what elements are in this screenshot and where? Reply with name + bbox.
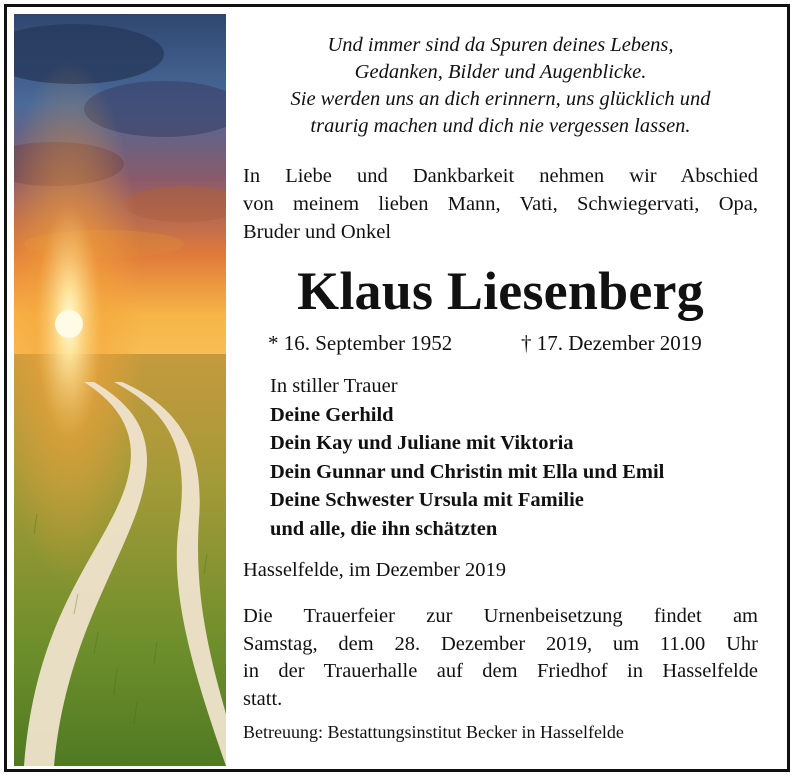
mourner-entry: und alle, die ihn schätzten xyxy=(270,517,498,540)
ceremony-line: statt. xyxy=(243,687,283,710)
funeral-home-credit: Betreuung: Bestattungsinstitut Becker in Hasselfelde xyxy=(243,722,624,742)
mourner-entry: Dein Kay und Juliane mit Viktoria xyxy=(270,432,574,454)
place-and-date: Hasselfelde, im Dezember 2019 xyxy=(243,559,506,581)
poem-line: traurig machen und dich nie vergessen lassen. xyxy=(310,115,691,137)
intro-line: In Liebe und Dankbarkeit nehmen wir Abschied xyxy=(243,165,758,187)
sunset-path-image xyxy=(14,14,226,766)
mourner-entry: Dein Gunnar und Christin mit Ella und Emil xyxy=(270,460,665,483)
ceremony-notice xyxy=(243,603,758,713)
ceremony-line: Die Trauerfeier zur Urnenbeisetzung findet am xyxy=(243,605,758,627)
poem-line: Sie werden uns an dich erinnern, uns glücklich und xyxy=(290,88,711,110)
mourners-lead: In stiller Trauer xyxy=(270,375,398,397)
ceremony-line: in der Trauerhalle auf dem Friedhof in Hasselfelde xyxy=(243,660,758,682)
intro-line: von meinem lieben Mann, Vati, Schwiegervati, Opa, xyxy=(243,193,758,215)
birth-date: * 16. September 1952 xyxy=(268,331,453,355)
poem-line: Gedanken, Bilder und Augenblicke. xyxy=(354,61,647,83)
poem-line: Und immer sind da Spuren deines Lebens, xyxy=(327,34,674,56)
deceased-name: Klaus Liesenberg xyxy=(297,261,704,321)
mourner-entry: Deine Gerhild xyxy=(270,403,394,426)
sunset-field-photo xyxy=(14,14,226,766)
sun-shape xyxy=(55,310,83,338)
mourners-list xyxy=(270,372,770,543)
intro-line: Bruder und Onkel xyxy=(243,221,392,243)
ceremony-line: Samstag, dem 28. Dezember 2019, um 11.00 Uhr xyxy=(243,632,758,655)
poem-verse xyxy=(243,32,758,140)
death-date: † 17. Dezember 2019 xyxy=(521,331,702,355)
mourner-entry: Deine Schwester Ursula mit Familie xyxy=(270,489,584,511)
farewell-intro xyxy=(243,162,758,246)
